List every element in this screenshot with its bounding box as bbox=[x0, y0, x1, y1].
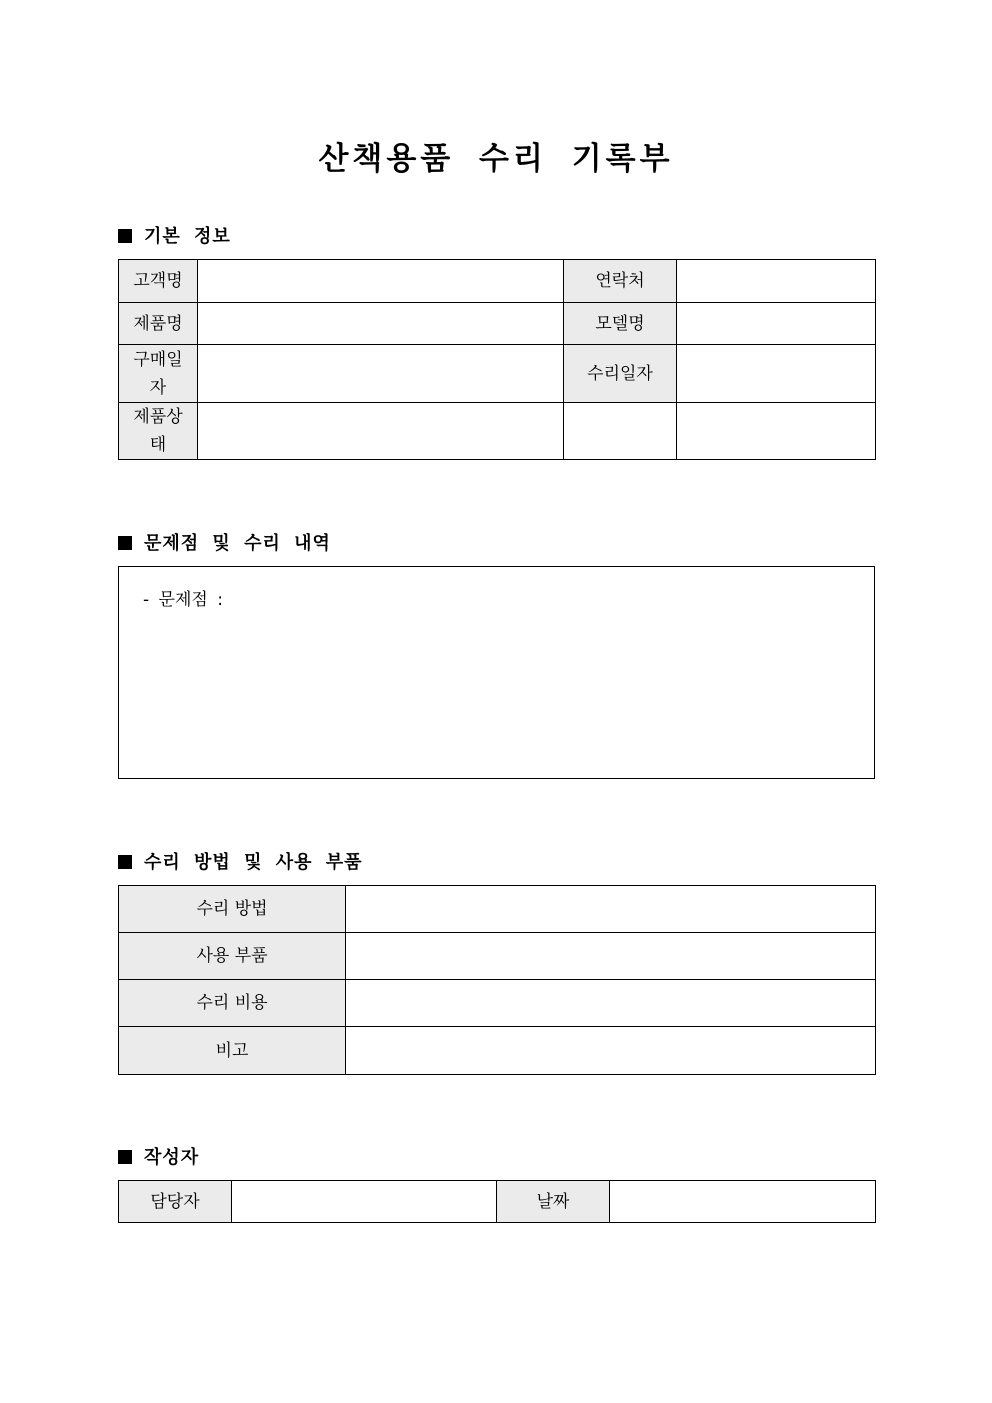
square-bullet-icon bbox=[118, 855, 132, 869]
table-row bbox=[119, 886, 876, 933]
problem-textarea[interactable] bbox=[118, 566, 875, 779]
label-model-name: 모델명 bbox=[564, 303, 677, 345]
table-row bbox=[119, 303, 876, 345]
product-condition-field[interactable] bbox=[198, 403, 564, 460]
empty-value-cell[interactable] bbox=[677, 403, 876, 460]
table-row bbox=[119, 345, 876, 403]
model-name-field[interactable] bbox=[677, 303, 876, 345]
customer-name-field[interactable] bbox=[198, 260, 564, 303]
label-remarks: 비고 bbox=[119, 1027, 346, 1075]
repair-cost-field[interactable] bbox=[346, 980, 876, 1027]
table-row bbox=[119, 1181, 876, 1223]
section-heading-basic-info: 기본 정보 bbox=[118, 222, 231, 248]
label-repair-date: 수리일자 bbox=[564, 345, 677, 403]
label-contact: 연락처 bbox=[564, 260, 677, 303]
problem-line-label: - 문제점 : bbox=[143, 590, 223, 610]
square-bullet-icon bbox=[118, 1150, 132, 1164]
repair-method-field[interactable] bbox=[346, 886, 876, 933]
section-heading-problem: 문제점 및 수리 내역 bbox=[118, 529, 331, 555]
product-name-field[interactable] bbox=[198, 303, 564, 345]
label-repair-method: 수리 방법 bbox=[119, 886, 346, 933]
empty-label-cell bbox=[564, 403, 677, 460]
section-heading-author: 작성자 bbox=[118, 1143, 199, 1169]
method-table bbox=[118, 885, 876, 1075]
table-row bbox=[119, 1027, 876, 1075]
author-table bbox=[118, 1180, 876, 1223]
label-customer-name: 고객명 bbox=[119, 260, 198, 303]
label-parts-used: 사용 부품 bbox=[119, 933, 346, 980]
table-row bbox=[119, 933, 876, 980]
square-bullet-icon bbox=[118, 536, 132, 550]
table-row bbox=[119, 980, 876, 1027]
page-title: 산책용품 수리 기록부 bbox=[318, 141, 674, 177]
label-purchase-date: 구매일자 bbox=[119, 345, 198, 403]
remarks-field[interactable] bbox=[346, 1027, 876, 1075]
label-product-name: 제품명 bbox=[119, 303, 198, 345]
table-row bbox=[119, 260, 876, 303]
label-person-in-charge: 담당자 bbox=[119, 1181, 232, 1223]
label-product-condition: 제품상태 bbox=[119, 403, 198, 460]
parts-used-field[interactable] bbox=[346, 933, 876, 980]
table-row bbox=[119, 403, 876, 460]
section-heading-method: 수리 방법 및 사용 부품 bbox=[118, 848, 363, 874]
purchase-date-field[interactable] bbox=[198, 345, 564, 403]
basic-info-table bbox=[118, 259, 876, 460]
person-in-charge-field[interactable] bbox=[232, 1181, 497, 1223]
square-bullet-icon bbox=[118, 229, 132, 243]
repair-date-field[interactable] bbox=[677, 345, 876, 403]
label-repair-cost: 수리 비용 bbox=[119, 980, 346, 1027]
label-date: 날짜 bbox=[497, 1181, 610, 1223]
date-field[interactable] bbox=[610, 1181, 876, 1223]
contact-field[interactable] bbox=[677, 260, 876, 303]
